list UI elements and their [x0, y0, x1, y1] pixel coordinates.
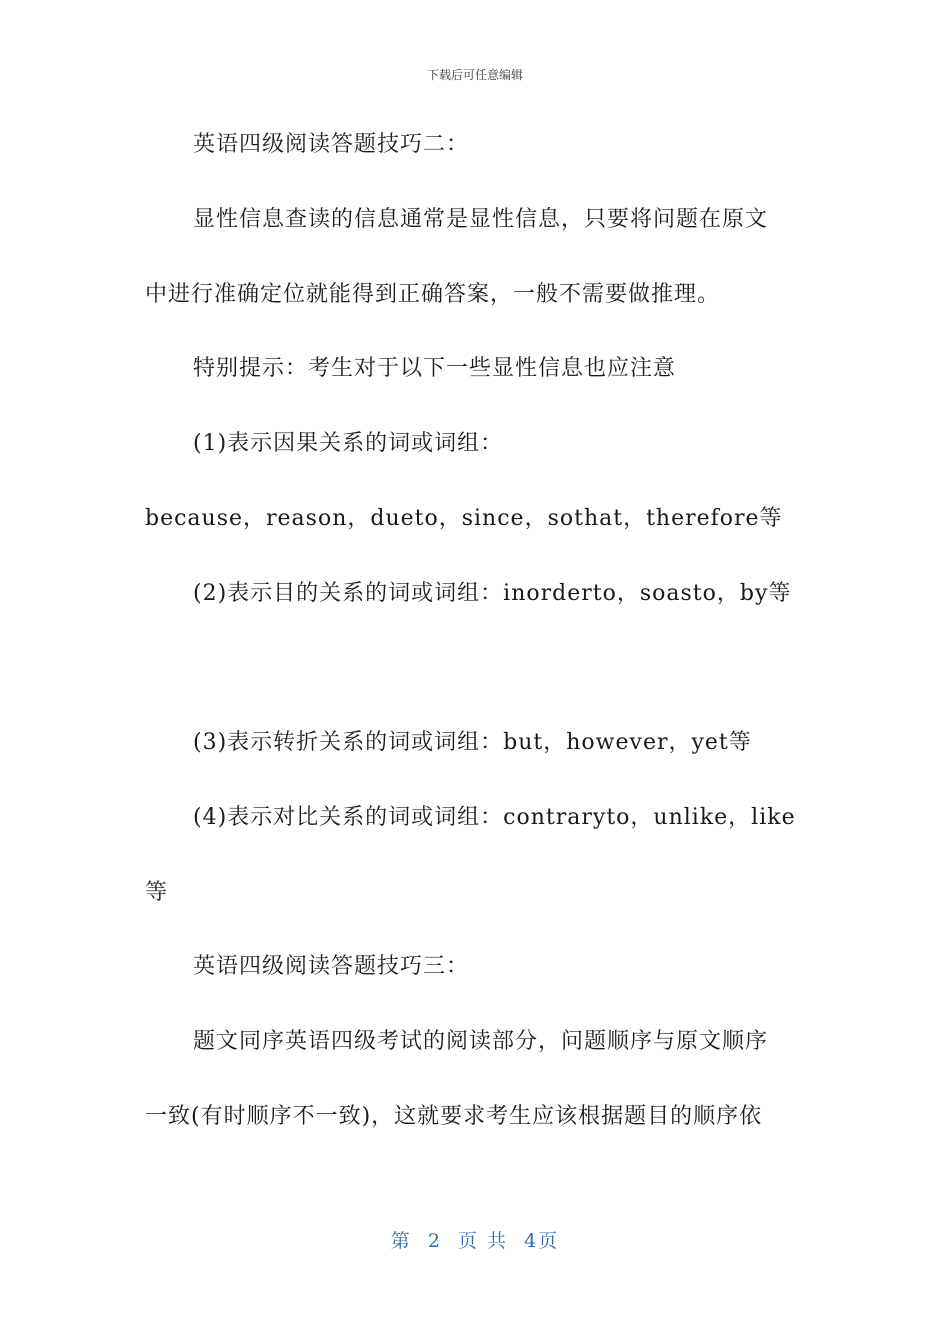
list-item: (4)表示对比关系的词或词组：contraryto，unlike，like [193, 805, 796, 830]
paragraph-line: 特别提示：考生对于以下一些显性信息也应注意 [193, 356, 677, 381]
list-item: (2)表示目的关系的词或词组：inorderto，soasto，by等 [193, 581, 792, 606]
page-header: 下载后可任意编辑 [426, 68, 523, 82]
paragraph-line: 显性信息查读的信息通常是显性信息，只要将问题在原文 [193, 207, 769, 232]
section-heading: 英语四级阅读答题技巧三： [193, 954, 470, 979]
paragraph-line: 题文同序英语四级考试的阅读部分，问题顺序与原文顺序 [193, 1029, 769, 1054]
paragraph-line: because，reason，dueto，since，sothat，therefore等 [145, 506, 783, 531]
footer-total-pages: 4页 [524, 1230, 560, 1252]
list-item: (3)表示转折关系的词或词组：but，however，yet等 [193, 730, 752, 755]
paragraph-line: 等 [145, 880, 169, 905]
paragraph-line: 中进行准确定位就能得到正确答案，一般不需要做推理。 [145, 282, 721, 307]
list-item: (1)表示因果关系的词或词组： [193, 431, 504, 456]
footer-prefix: 第 [390, 1230, 412, 1252]
footer-middle: 页 共 [458, 1230, 509, 1252]
paragraph-line: 一致(有时顺序不一致)，这就要求考生应该根据题目的顺序依 [145, 1104, 763, 1129]
section-heading: 英语四级阅读答题技巧二： [193, 132, 470, 157]
page-footer [0, 1226, 950, 1253]
footer-current-page: 2 [427, 1230, 442, 1252]
